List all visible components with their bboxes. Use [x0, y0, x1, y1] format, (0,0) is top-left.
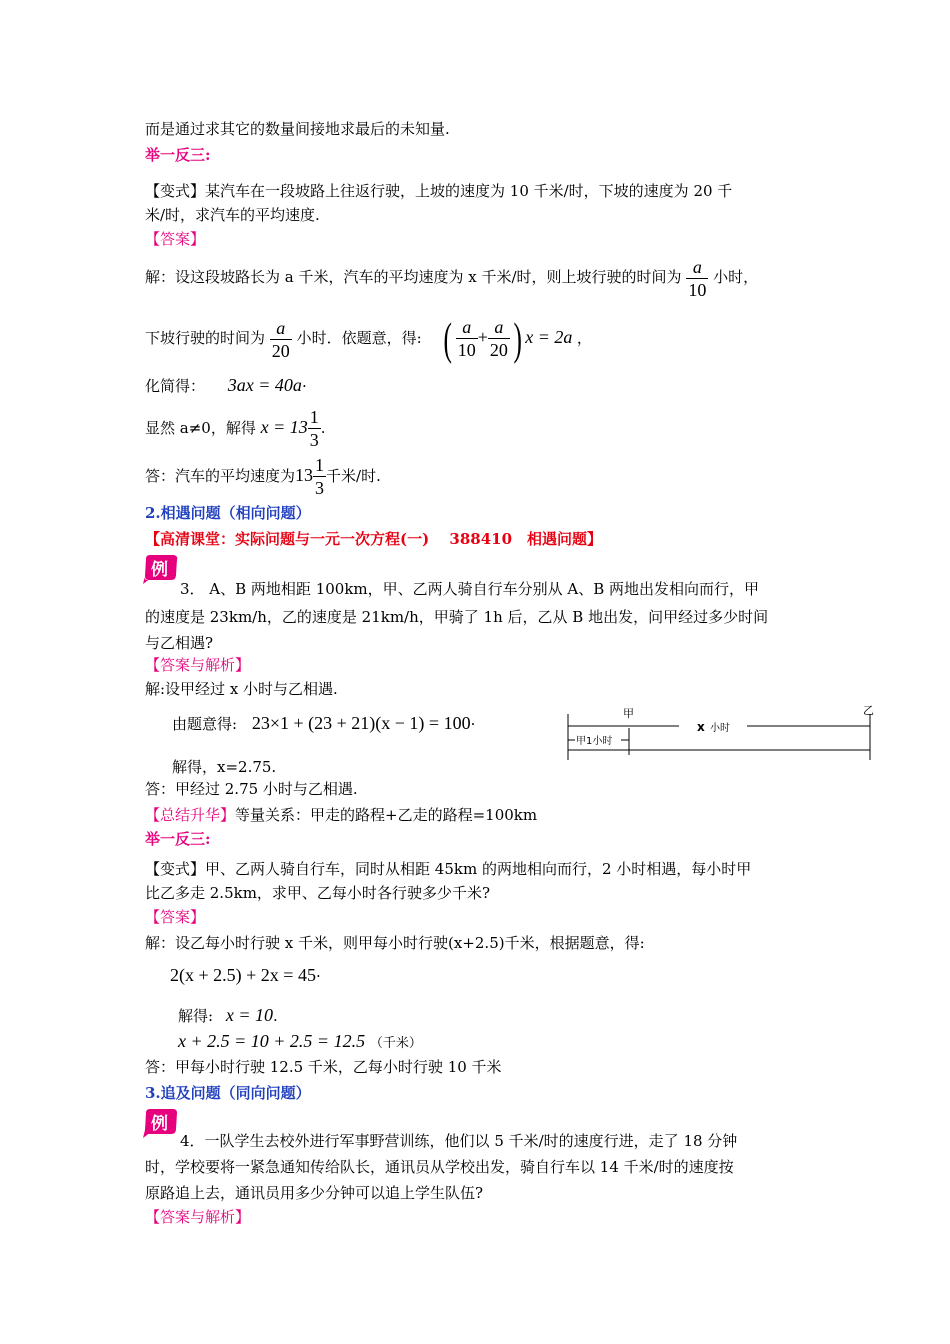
- fraction-numerator: 1: [315, 455, 325, 476]
- variant-text: 比乙多走 2.5km，求甲、乙每小时各行驶多少千米?: [145, 884, 490, 902]
- fraction-denominator: 20: [489, 340, 508, 361]
- fraction-numerator: a: [462, 317, 472, 338]
- fraction-denominator: 3: [309, 430, 319, 451]
- equation-label: 解得:: [178, 1007, 214, 1025]
- equation-line: 由题意得: 23×1 + (23 + 21)(x − 1) = 100·: [172, 713, 476, 733]
- example-text: 时，学校要将一紧急通知传给队长，通讯员从学校出发，骑自行车以 14 千米/时的速度按: [145, 1158, 734, 1176]
- answer-analysis-label: 【答案与解析】: [145, 1208, 251, 1226]
- example-text: 4．一队学生去校外进行军事野营训练，他们以 5 千米/时的速度行进，走了 18 分钟: [180, 1132, 738, 1150]
- summary-text: 等量关系：甲走的路程+乙走的路程=100km: [235, 806, 538, 824]
- fraction-denominator: 3: [315, 478, 325, 499]
- fraction-a-10: [456, 318, 478, 359]
- paren-right: ): [513, 312, 522, 364]
- solution-text: 解：设乙每小时行驶 x 千米，则甲每小时行驶(x+2.5)千米，根据题意，得:: [145, 934, 645, 952]
- fraction-numerator: a: [276, 317, 286, 338]
- section-heading: 2.相遇问题（相向问题）: [145, 504, 311, 522]
- meeting-diagram: [565, 700, 885, 765]
- fraction-a-10: [686, 258, 708, 299]
- equation-line: 解得: x = 10.: [178, 1005, 278, 1025]
- solution-text: 解得，x=2.75.: [172, 758, 277, 776]
- answer-line: [145, 452, 381, 498]
- solution-line: [145, 254, 758, 300]
- answer-label: 【答案】: [145, 230, 206, 248]
- label-hours: 小时: [710, 723, 730, 734]
- fraction-denominator: 10: [688, 279, 707, 300]
- solution-text: 小时．依题意，得:: [296, 329, 422, 347]
- example-text: 的速度是 23km/h，乙的速度是 21km/h，甲骑了 1h 后，乙从 B 地出发，问甲经过多少时间: [145, 608, 769, 626]
- solution-text: 解:设甲经过 x 小时与乙相遇.: [145, 680, 338, 698]
- mixed-whole: 13: [295, 465, 314, 485]
- simplify-line: 化简得： 3ax = 40a·: [145, 375, 307, 395]
- equation-tail: x = 2a: [525, 327, 573, 347]
- section-heading: 3.追及问题（同向问题）: [145, 1084, 311, 1102]
- unit-text: （千米）: [369, 1036, 422, 1051]
- answer-text: 答：汽车的平均速度为: [145, 467, 296, 485]
- simplify-label: 化简得：: [145, 377, 206, 395]
- equation-label: 由题意得:: [172, 715, 238, 733]
- fraction-1-3: [308, 408, 321, 449]
- badge-text: 例: [151, 1114, 168, 1134]
- summary-line: [145, 804, 537, 826]
- subsection-label: 举一反三:: [145, 830, 211, 848]
- equation-4: 23×1 + (23 + 21)(x − 1) = 100: [251, 713, 471, 733]
- subsection-label: 举一反三:: [145, 146, 211, 164]
- answer-text: 千米/时.: [326, 467, 381, 485]
- text-line: 而是通过求其它的数量间接地求最后的未知量.: [145, 120, 450, 138]
- label-yi: 乙: [863, 704, 874, 717]
- equation-3: [260, 407, 321, 451]
- fraction-denominator: 10: [457, 340, 476, 361]
- label-jia-1-hour: 甲1小时: [576, 736, 613, 747]
- fraction-a-20: [270, 319, 292, 360]
- solution-text: 小时，: [713, 268, 759, 286]
- fraction-denominator: 20: [271, 340, 290, 361]
- equation-line: [178, 1030, 422, 1055]
- comma: ，: [576, 329, 592, 347]
- paren-left: (: [443, 312, 453, 364]
- solution-text: 答：甲经过 2.75 小时与乙相遇.: [145, 780, 358, 798]
- result-line: 显然 a≠0，解得 x = 13 $\frac{1}{3}$ .: [145, 407, 326, 451]
- equation-1: ( $\frac{a}{10}$ + $\frac{a}{20}$ ) x = 2a: [443, 312, 573, 364]
- fraction-numerator: a: [494, 317, 504, 338]
- label-jia: 甲: [623, 707, 634, 720]
- fraction-numerator: a: [692, 256, 702, 277]
- example-text: 与乙相遇?: [145, 634, 214, 652]
- equation-7: x + 2.5 = 10 + 2.5 = 12.5: [178, 1031, 366, 1051]
- example-text: 3． A、B 两地相距 100km，甲、乙两人骑自行车分别从 A、B 两地出发相向而行，甲: [180, 580, 760, 598]
- mixed-number: [295, 455, 326, 499]
- hd-class-heading: 【高清课堂：实际问题与一元一次方程(一) 388410 相遇问题】: [145, 530, 603, 548]
- answer-label: 【答案】: [145, 908, 206, 926]
- example-badge-icon: [143, 1108, 179, 1138]
- variant-text: 【变式】某汽车在一段坡路上往返行驶，上坡的速度为 10 千米/时，下坡的速度为 20 千: [145, 182, 733, 200]
- answer-text: 答：甲每小时行驶 12.5 千米，乙每小时行驶 10 千米: [145, 1058, 502, 1076]
- equation-line: 2(x + 2.5) + 2x = 45·: [170, 965, 321, 985]
- example-badge: [143, 554, 179, 588]
- solution-line: [145, 312, 592, 362]
- equation-2: 3ax = 40a: [227, 375, 302, 395]
- fraction-1-3: [313, 456, 326, 497]
- equation-5: 2(x + 2.5) + 2x = 45: [170, 965, 316, 985]
- solution-text: 解：设这段坡路长为 a 千米，汽车的平均速度为 x 千米/时，则上坡行驶的时间为: [145, 268, 682, 286]
- example-text: 原路追上去，通讯员用多少分钟可以追上学生队伍?: [145, 1184, 484, 1202]
- example-badge-icon: [143, 554, 179, 584]
- variant-text: 米/时，求汽车的平均速度.: [145, 206, 320, 224]
- variant-text: 【变式】甲、乙两人骑自行车，同时从相距 45km 的两地相向而行，2 小时相遇，每小时甲: [145, 860, 752, 878]
- fraction-numerator: 1: [309, 407, 319, 428]
- example-badge: [143, 1108, 179, 1142]
- equation-3-text: x = 13: [260, 417, 308, 437]
- solution-text: 下坡行驶的时间为: [145, 329, 266, 347]
- summary-tag: 【总结升华】: [145, 806, 236, 824]
- answer-analysis-label: 【答案与解析】: [145, 656, 251, 674]
- result-label: 显然 a≠0，解得: [145, 419, 256, 437]
- label-x: x: [697, 720, 705, 734]
- equation-6: x = 10: [225, 1005, 273, 1025]
- fraction-a-20: [488, 318, 510, 359]
- badge-text: 例: [151, 560, 168, 580]
